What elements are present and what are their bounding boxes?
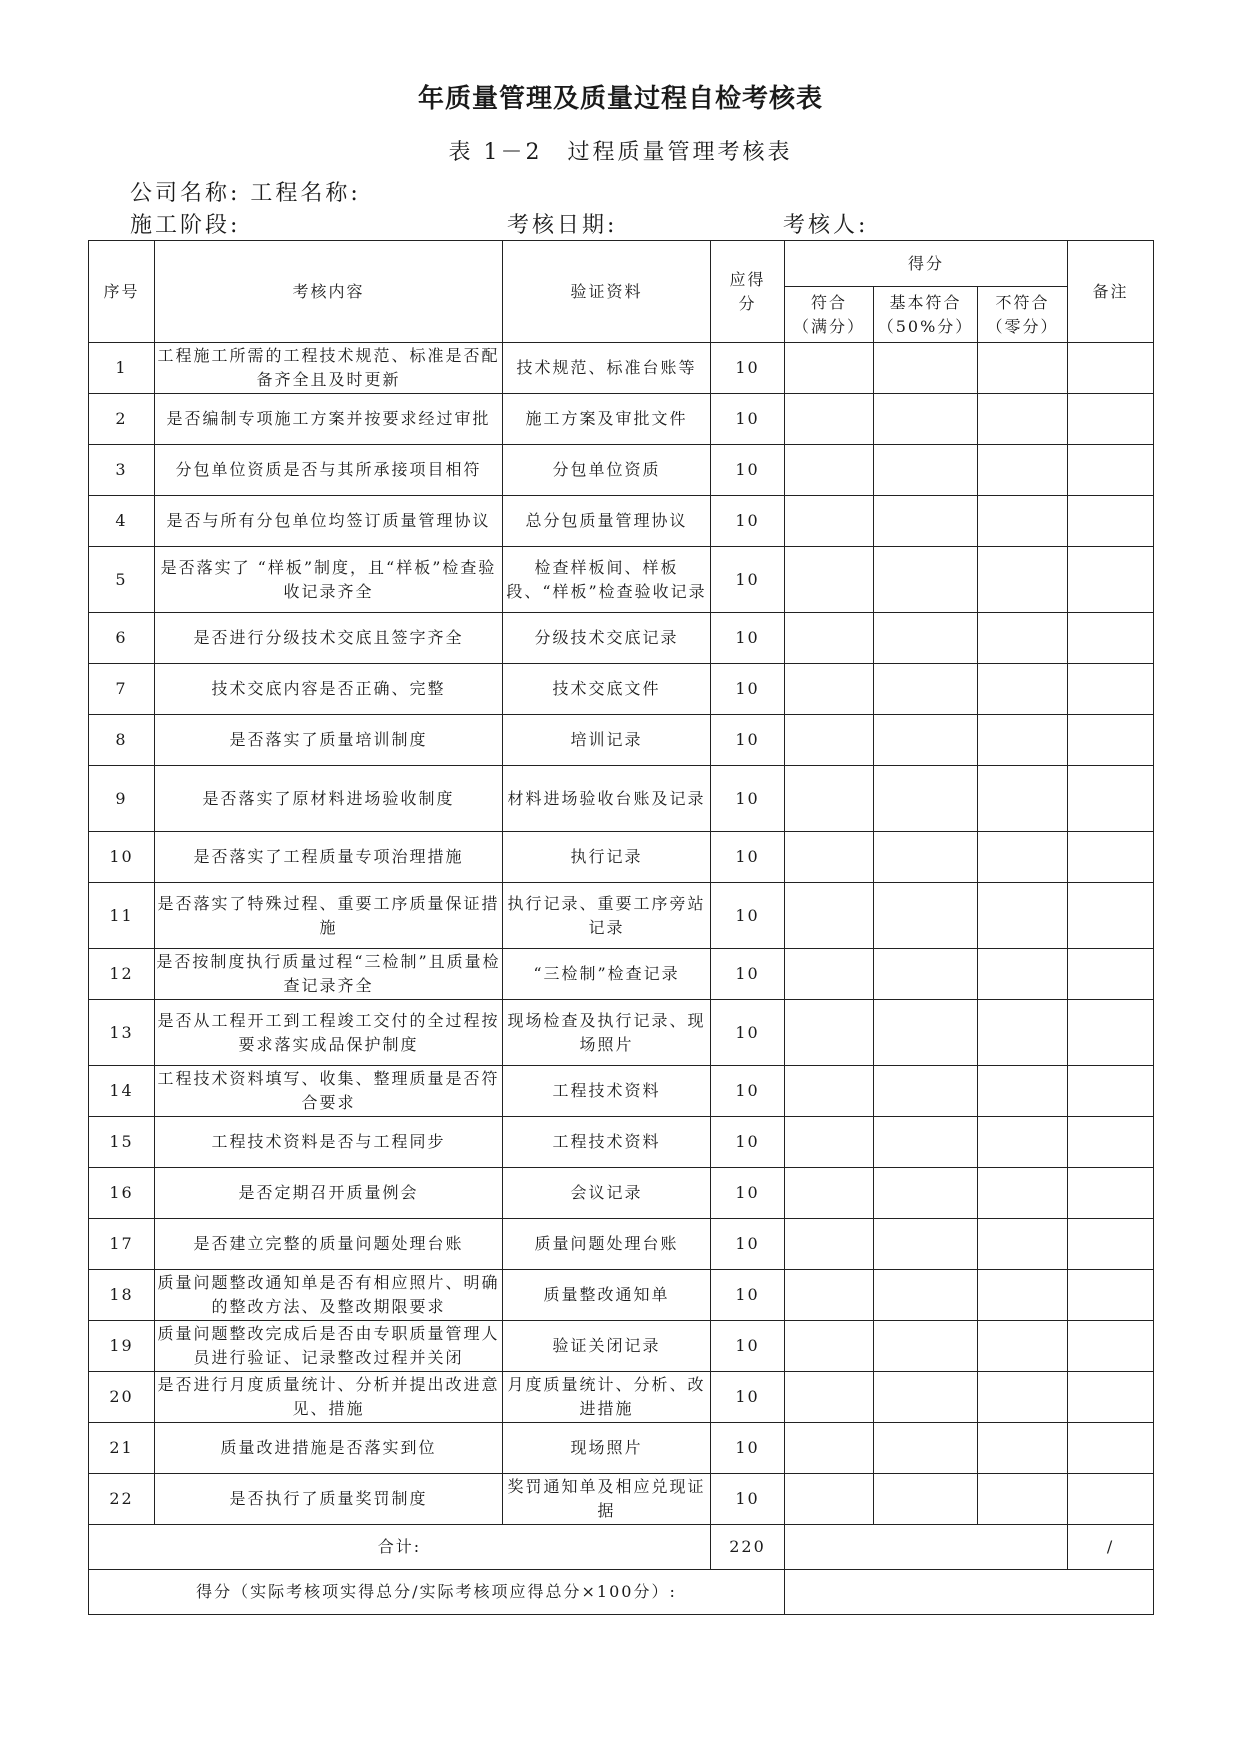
document-title: 年质量管理及质量过程自检考核表 — [417, 84, 823, 114]
table-row — [89, 664, 1154, 715]
row-number: 3 — [89, 445, 155, 496]
row-evidence: 工程技术资料 — [503, 1066, 711, 1117]
row-content: 技术交底内容是否正确、完整 — [155, 664, 503, 715]
row-evidence: 技术规范、标准台账等 — [503, 343, 711, 394]
header-no: 序号 — [89, 241, 155, 343]
row-points: 10 — [711, 1000, 785, 1066]
row-zero-score-cell — [978, 547, 1068, 613]
row-evidence: 质量问题处理台账 — [503, 1219, 711, 1270]
row-partial-score-cell — [874, 1000, 978, 1066]
row-zero-score-cell — [978, 1000, 1068, 1066]
row-points: 10 — [711, 1474, 785, 1525]
row-zero-score-cell — [978, 664, 1068, 715]
final-score-cell — [785, 1570, 1154, 1615]
row-content: 是否落实了质量培训制度 — [155, 715, 503, 766]
row-partial-score-cell — [874, 394, 978, 445]
row-remark-cell — [1068, 343, 1154, 394]
row-content: 是否建立完整的质量问题处理台账 — [155, 1219, 503, 1270]
row-zero-score-cell — [978, 1066, 1068, 1117]
table-row — [89, 883, 1154, 949]
row-full-score-cell — [785, 664, 874, 715]
header-zero-score — [978, 287, 1068, 343]
total-label: 合计: — [89, 1525, 711, 1570]
row-zero-score-cell — [978, 1321, 1068, 1372]
row-zero-score-cell — [978, 949, 1068, 1000]
row-partial-score-cell — [874, 1219, 978, 1270]
table-subtitle: 表 1－2 过程质量管理考核表 — [448, 140, 793, 165]
header-partial-score — [874, 287, 978, 343]
table-row — [89, 1117, 1154, 1168]
row-remark-cell — [1068, 832, 1154, 883]
row-number: 19 — [89, 1321, 155, 1372]
row-remark-cell — [1068, 766, 1154, 832]
row-evidence: 材料进场验收台账及记录 — [503, 766, 711, 832]
header-row — [89, 241, 1154, 287]
row-full-score-cell — [785, 766, 874, 832]
row-points: 10 — [711, 1372, 785, 1423]
table-row — [89, 1168, 1154, 1219]
row-zero-score-cell — [978, 343, 1068, 394]
row-zero-score-cell — [978, 766, 1068, 832]
row-partial-score-cell — [874, 1372, 978, 1423]
row-number: 20 — [89, 1372, 155, 1423]
row-content: 是否进行月度质量统计、分析并提出改进意见、措施 — [155, 1372, 503, 1423]
row-content: 是否从工程开工到工程竣工交付的全过程按要求落实成品保护制度 — [155, 1000, 503, 1066]
row-remark-cell — [1068, 496, 1154, 547]
row-points: 10 — [711, 766, 785, 832]
row-zero-score-cell — [978, 496, 1068, 547]
row-remark-cell — [1068, 394, 1154, 445]
header-full-score — [785, 287, 874, 343]
row-evidence: “三检制”检查记录 — [503, 949, 711, 1000]
row-full-score-cell — [785, 613, 874, 664]
table-row — [89, 1270, 1154, 1321]
row-zero-score-cell — [978, 1168, 1068, 1219]
row-evidence: 总分包质量管理协议 — [503, 496, 711, 547]
table-row — [89, 1321, 1154, 1372]
header-remark: 备注 — [1068, 241, 1154, 343]
row-number: 15 — [89, 1117, 155, 1168]
total-score-cell — [785, 1525, 1068, 1570]
assessment-date-label: 考核日期: — [507, 213, 618, 238]
row-full-score-cell — [785, 715, 874, 766]
row-number: 14 — [89, 1066, 155, 1117]
row-partial-score-cell — [874, 1066, 978, 1117]
row-remark-cell — [1068, 1423, 1154, 1474]
row-number: 16 — [89, 1168, 155, 1219]
row-points: 10 — [711, 1066, 785, 1117]
row-evidence: 会议记录 — [503, 1168, 711, 1219]
row-evidence: 执行记录、重要工序旁站记录 — [503, 883, 711, 949]
row-evidence: 现场照片 — [503, 1423, 711, 1474]
row-partial-score-cell — [874, 949, 978, 1000]
row-remark-cell — [1068, 1372, 1154, 1423]
row-partial-score-cell — [874, 1423, 978, 1474]
row-content: 是否执行了质量奖罚制度 — [155, 1474, 503, 1525]
row-content: 是否落实了原材料进场验收制度 — [155, 766, 503, 832]
row-points: 10 — [711, 1423, 785, 1474]
row-content: 是否落实了 “样板”制度，且“样板”检查验收记录齐全 — [155, 547, 503, 613]
row-zero-score-cell — [978, 715, 1068, 766]
assessment-table — [88, 240, 1154, 1615]
row-number: 4 — [89, 496, 155, 547]
row-points: 10 — [711, 613, 785, 664]
row-points: 10 — [711, 1321, 785, 1372]
row-remark-cell — [1068, 1474, 1154, 1525]
row-remark-cell — [1068, 1219, 1154, 1270]
row-number: 8 — [89, 715, 155, 766]
row-partial-score-cell — [874, 1474, 978, 1525]
row-number: 9 — [89, 766, 155, 832]
row-full-score-cell — [785, 547, 874, 613]
row-evidence: 执行记录 — [503, 832, 711, 883]
row-remark-cell — [1068, 1321, 1154, 1372]
row-points: 10 — [711, 832, 785, 883]
row-evidence: 施工方案及审批文件 — [503, 394, 711, 445]
row-remark-cell — [1068, 883, 1154, 949]
row-points: 10 — [711, 1117, 785, 1168]
row-evidence: 检查样板间、样板段、“样板”检查验收记录 — [503, 547, 711, 613]
header-points-line2: 分 — [738, 293, 757, 313]
row-zero-score-cell — [978, 1423, 1068, 1474]
assessor-label: 考核人: — [783, 213, 869, 238]
row-points: 10 — [711, 664, 785, 715]
row-partial-score-cell — [874, 883, 978, 949]
row-zero-score-cell — [978, 1117, 1068, 1168]
row-evidence: 现场检查及执行记录、现场照片 — [503, 1000, 711, 1066]
row-points: 10 — [711, 547, 785, 613]
row-content: 质量问题整改通知单是否有相应照片、明确的整改方法、及整改期限要求 — [155, 1270, 503, 1321]
row-number: 22 — [89, 1474, 155, 1525]
row-remark-cell — [1068, 1000, 1154, 1066]
score-formula-label: 得分（实际考核项实得总分/实际考核项应得总分×100分）: — [89, 1570, 785, 1615]
row-full-score-cell — [785, 1474, 874, 1525]
row-remark-cell — [1068, 547, 1154, 613]
total-row — [89, 1525, 1154, 1570]
row-points: 10 — [711, 715, 785, 766]
row-number: 13 — [89, 1000, 155, 1066]
row-partial-score-cell — [874, 343, 978, 394]
row-points: 10 — [711, 343, 785, 394]
table-row — [89, 766, 1154, 832]
row-remark-cell — [1068, 664, 1154, 715]
row-full-score-cell — [785, 394, 874, 445]
score-formula-row — [89, 1570, 1154, 1615]
header-zero-line2: （零分） — [986, 316, 1059, 336]
row-remark-cell — [1068, 1168, 1154, 1219]
row-partial-score-cell — [874, 715, 978, 766]
row-content: 是否按制度执行质量过程“三检制”且质量检查记录齐全 — [155, 949, 503, 1000]
row-number: 10 — [89, 832, 155, 883]
row-content: 是否定期召开质量例会 — [155, 1168, 503, 1219]
header-full-line2: （满分） — [792, 316, 865, 336]
header-zero-line1: 不符合 — [995, 292, 1050, 312]
table-row — [89, 343, 1154, 394]
row-number: 12 — [89, 949, 155, 1000]
header-full-line1: 符合 — [810, 292, 847, 312]
row-content: 质量问题整改完成后是否由专职质量管理人员进行验证、记录整改过程并关闭 — [155, 1321, 503, 1372]
row-number: 18 — [89, 1270, 155, 1321]
row-number: 17 — [89, 1219, 155, 1270]
row-evidence: 质量整改通知单 — [503, 1270, 711, 1321]
row-number: 21 — [89, 1423, 155, 1474]
row-content: 工程技术资料是否与工程同步 — [155, 1117, 503, 1168]
row-number: 5 — [89, 547, 155, 613]
row-partial-score-cell — [874, 1168, 978, 1219]
row-evidence: 分包单位资质 — [503, 445, 711, 496]
row-points: 10 — [711, 394, 785, 445]
row-zero-score-cell — [978, 394, 1068, 445]
total-points: 220 — [711, 1525, 785, 1570]
total-remark: / — [1068, 1525, 1154, 1570]
row-full-score-cell — [785, 1423, 874, 1474]
row-full-score-cell — [785, 832, 874, 883]
construction-stage-label: 施工阶段: — [130, 213, 241, 238]
table-row — [89, 1219, 1154, 1270]
row-evidence: 验证关闭记录 — [503, 1321, 711, 1372]
row-remark-cell — [1068, 445, 1154, 496]
table-row — [89, 1000, 1154, 1066]
row-zero-score-cell — [978, 1372, 1068, 1423]
table-row — [89, 1372, 1154, 1423]
row-full-score-cell — [785, 883, 874, 949]
company-project-label: 公司名称: 工程名称: — [130, 181, 361, 206]
row-points: 10 — [711, 496, 785, 547]
table-row — [89, 613, 1154, 664]
row-content: 是否落实了工程质量专项治理措施 — [155, 832, 503, 883]
row-points: 10 — [711, 949, 785, 1000]
table-row — [89, 1474, 1154, 1525]
row-zero-score-cell — [978, 883, 1068, 949]
row-number: 1 — [89, 343, 155, 394]
table-row — [89, 715, 1154, 766]
row-number: 6 — [89, 613, 155, 664]
row-full-score-cell — [785, 1168, 874, 1219]
row-zero-score-cell — [978, 1219, 1068, 1270]
row-partial-score-cell — [874, 496, 978, 547]
row-full-score-cell — [785, 343, 874, 394]
row-full-score-cell — [785, 445, 874, 496]
row-partial-score-cell — [874, 445, 978, 496]
row-zero-score-cell — [978, 1270, 1068, 1321]
row-evidence: 月度质量统计、分析、改进措施 — [503, 1372, 711, 1423]
header-content: 考核内容 — [155, 241, 503, 343]
row-points: 10 — [711, 1270, 785, 1321]
table-row — [89, 547, 1154, 613]
table-row — [89, 1423, 1154, 1474]
row-content: 是否与所有分包单位均签订质量管理协议 — [155, 496, 503, 547]
row-partial-score-cell — [874, 766, 978, 832]
row-remark-cell — [1068, 1270, 1154, 1321]
row-full-score-cell — [785, 1270, 874, 1321]
row-remark-cell — [1068, 949, 1154, 1000]
row-full-score-cell — [785, 1066, 874, 1117]
row-partial-score-cell — [874, 1321, 978, 1372]
row-zero-score-cell — [978, 445, 1068, 496]
row-partial-score-cell — [874, 1270, 978, 1321]
row-full-score-cell — [785, 949, 874, 1000]
header-evidence: 验证资料 — [503, 241, 711, 343]
row-remark-cell — [1068, 715, 1154, 766]
row-partial-score-cell — [874, 613, 978, 664]
row-full-score-cell — [785, 1000, 874, 1066]
row-evidence: 工程技术资料 — [503, 1117, 711, 1168]
row-full-score-cell — [785, 1372, 874, 1423]
row-evidence: 分级技术交底记录 — [503, 613, 711, 664]
row-partial-score-cell — [874, 1117, 978, 1168]
header-partial-line2: （50%分） — [877, 316, 974, 336]
row-evidence: 培训记录 — [503, 715, 711, 766]
row-full-score-cell — [785, 1321, 874, 1372]
row-content: 是否进行分级技术交底且签字齐全 — [155, 613, 503, 664]
row-content: 质量改进措施是否落实到位 — [155, 1423, 503, 1474]
row-points: 10 — [711, 445, 785, 496]
table-row — [89, 832, 1154, 883]
header-partial-line1: 基本符合 — [889, 292, 962, 312]
row-full-score-cell — [785, 496, 874, 547]
row-partial-score-cell — [874, 832, 978, 883]
row-remark-cell — [1068, 613, 1154, 664]
header-points-line1: 应得 — [729, 269, 766, 289]
row-content: 工程技术资料填写、收集、整理质量是否符合要求 — [155, 1066, 503, 1117]
row-evidence: 技术交底文件 — [503, 664, 711, 715]
table-row — [89, 445, 1154, 496]
row-zero-score-cell — [978, 832, 1068, 883]
row-partial-score-cell — [874, 664, 978, 715]
row-number: 11 — [89, 883, 155, 949]
row-content: 是否落实了特殊过程、重要工序质量保证措施 — [155, 883, 503, 949]
row-number: 7 — [89, 664, 155, 715]
row-zero-score-cell — [978, 1474, 1068, 1525]
row-points: 10 — [711, 1168, 785, 1219]
row-full-score-cell — [785, 1117, 874, 1168]
row-content: 是否编制专项施工方案并按要求经过审批 — [155, 394, 503, 445]
header-score: 得分 — [785, 241, 1068, 287]
row-remark-cell — [1068, 1117, 1154, 1168]
row-content: 工程施工所需的工程技术规范、标准是否配备齐全且及时更新 — [155, 343, 503, 394]
row-full-score-cell — [785, 1219, 874, 1270]
row-points: 10 — [711, 883, 785, 949]
row-remark-cell — [1068, 1066, 1154, 1117]
row-partial-score-cell — [874, 547, 978, 613]
table-row — [89, 949, 1154, 1000]
row-points: 10 — [711, 1219, 785, 1270]
table-row — [89, 1066, 1154, 1117]
row-evidence: 奖罚通知单及相应兑现证据 — [503, 1474, 711, 1525]
table-row — [89, 496, 1154, 547]
header-points — [711, 241, 785, 343]
table-row — [89, 394, 1154, 445]
row-number: 2 — [89, 394, 155, 445]
row-zero-score-cell — [978, 613, 1068, 664]
row-content: 分包单位资质是否与其所承接项目相符 — [155, 445, 503, 496]
